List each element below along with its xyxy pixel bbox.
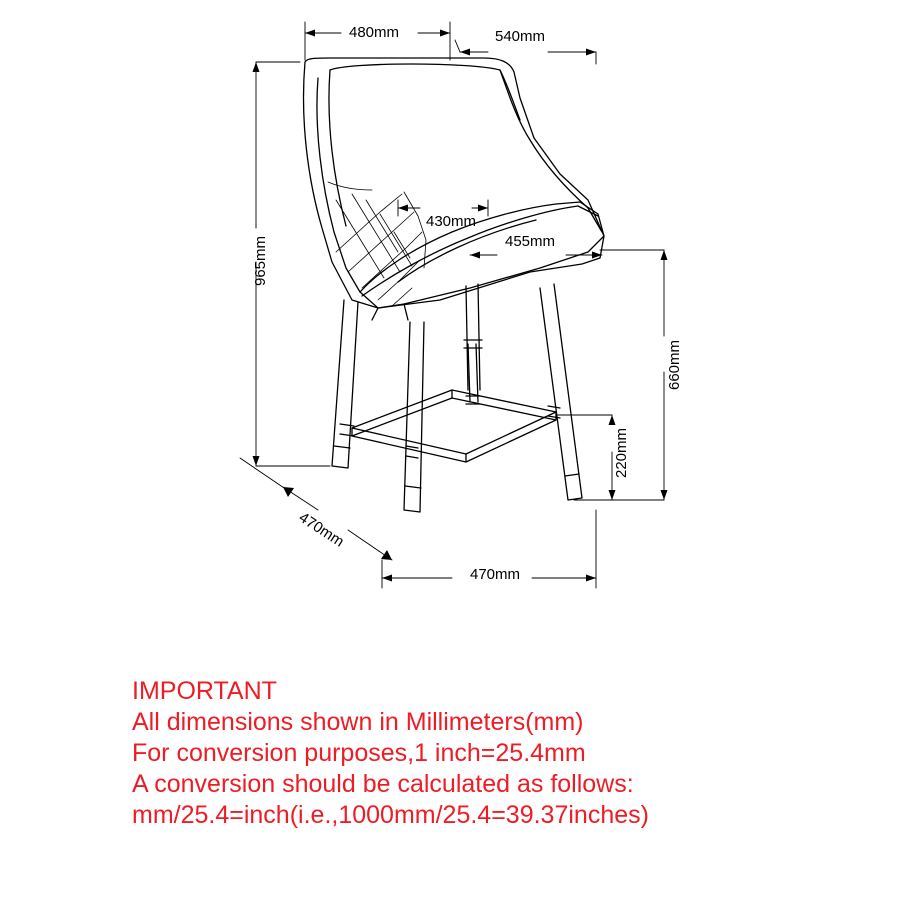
dimension-label-seat-back-depth: 540mm (495, 28, 546, 45)
note-line-title: IMPORTANT (132, 677, 277, 705)
important-notes (132, 676, 872, 831)
note-line-units: All dimensions shown in Millimeters(mm) (132, 708, 584, 736)
dimension-label-seat-width: 430mm (426, 213, 477, 230)
dimension-label-base-width: 470mm (470, 566, 521, 583)
dimension-label-seat-height: 660mm (666, 339, 683, 390)
note-line-conversion-factor: For conversion purposes,1 inch=25.4mm (132, 739, 586, 767)
note-line-conversion-instruction: A conversion should be calculated as follows: (132, 770, 634, 798)
dimension-label-base-depth: 470mm (295, 509, 347, 551)
dimension-label-top-back-width: 480mm (349, 24, 400, 41)
dimension-label-seat-depth: 455mm (505, 233, 556, 250)
dimension-label-overall-height: 965mm (252, 235, 269, 286)
dimension-label-footrest-height: 220mm (613, 427, 630, 478)
note-line-conversion-example: mm/25.4=inch(i.e.,1000mm/25.4=39.37inches) (132, 801, 649, 829)
